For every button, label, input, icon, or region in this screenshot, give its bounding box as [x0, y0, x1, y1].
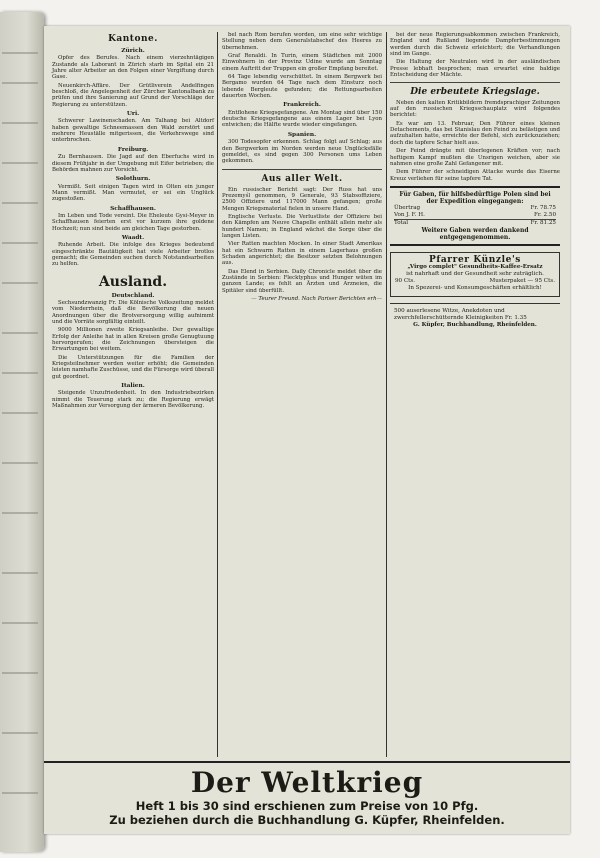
divider [390, 82, 560, 83]
subhead-italien: Italien. [121, 383, 145, 390]
section-title-aus-aller-welt: Aus aller Welt. [261, 173, 343, 184]
continued-line: — Teurer Freund. Nach Pariser Berichten erh— [251, 296, 382, 303]
newspaper-page [44, 26, 570, 834]
subhead-solothurn: Solothurn. [115, 176, 151, 183]
article-paragraph: bel nach Rom berufen worden, um eine sehr wichtige Stellung neben dem Generalstabschef des Heeres zu übernehmen. [222, 32, 382, 51]
article-paragraph: Vier Ratten machten Mocken. In einer Stadt Amerikas hat ein Schwarm Ratten in einem Lagerhaus großen Schaden angerichtet; die Besitzer setzten Belohnungen aus. [222, 241, 382, 267]
ad-text: ist nahrhaft und der Gesundheit sehr zuträglich. [406, 270, 544, 277]
article-paragraph: Das Elend in Serbien. Daily Chronicle meldet über die Zustände in Serbien: Flecktyphus und Hunger wüten im ganzen Lande; es fehlt an Ärzten und Arzneien, die Spitäler sind überfüllt. [222, 268, 382, 294]
subhead-freiburg: Freiburg. [117, 146, 149, 153]
subhead-schaffhausen: Schaffhausen. [110, 205, 156, 212]
donation-heading: Für Gaben, für hilfsbedürftige Polen sind bei der Expedition eingegangen: [399, 190, 551, 205]
banner-line-seller: Zu beziehen durch die Buchhandlung G. Küpfer, Rheinfelden. [109, 813, 505, 827]
donation-row [394, 219, 556, 227]
article-paragraph: Ruhende Arbeit. Die infolge des Krieges bedeutend eingeschränkte Bautätigkeit hat viele Arbeiter brotlos gemacht; die Gemeinden suchen durch Notstandsarbeiten zu helfen. [52, 242, 214, 268]
divider [222, 169, 382, 170]
section-title-ausland: Ausland. [98, 273, 168, 290]
ad-price-right: Musterpaket — 95 Cts. [489, 277, 555, 284]
banner-line-price: Heft 1 bis 30 sind erschienen zum Preise von 10 Pfg. [135, 799, 479, 813]
subhead-deutschland: Deutschland. [111, 292, 155, 299]
article-paragraph: Der Feind drängte mit überlegenen Kräften vor; nach heftigem Kampf mußten die Unsrigen weichen, aber sie nahmen eine große Zahl Gefangener mit. [390, 148, 560, 167]
section-title-kantone: Kantone. [108, 34, 158, 44]
donation-value: Fr. 78.75 [530, 204, 556, 211]
donation-box [390, 186, 560, 246]
ad-subtitle: „Virgo complet" Gesundheits-Kaffee-Ersatz [407, 263, 543, 270]
article-paragraph: Zu Bernhausen. Die Jagd auf den Eberfuchs wird in diesem Frühjahr in der Umgebung mit Eifer betrieben; die Behörden mahnen zur Vorsicht. [52, 154, 214, 173]
subhead-frankreich: Frankreich. [283, 102, 321, 109]
article-paragraph: Es war am 13. Februar, Den Führer eines kleinen Detachements, das bei Stanislau den Feind zu belästigen und aufzuhalten hatte, erreichte der Befehl, sich zurückzuziehen; doch die tapfere Schar hielt aus. [390, 120, 560, 146]
article-paragraph: Opfer des Berufes. Nach einem vierzehntägigen Zustande als Laborant in Zürich starb im Spital ein 21 Jahre alter Arbeiter an den Folgen einer Vergiftung durch Gase. [52, 55, 214, 81]
advertisement-kunzle [390, 252, 560, 297]
ad-text: In Spezerei- und Konsumgeschäften erhältlich! [408, 284, 542, 291]
article-paragraph: Steigende Unzufriedenheit. In den Industriebezirken nimmt die Teuerung stark zu; die Regierung erwägt Maßnahmen zur Versorgung der ärmeren Bevölkerung. [52, 390, 214, 410]
column-3 [390, 32, 560, 333]
donation-value: Fr. 2.50 [534, 211, 556, 218]
banner-title: Der Weltkrieg [190, 766, 424, 799]
subhead-waadt: Waadt. [121, 234, 145, 241]
column-1 [52, 32, 214, 412]
subhead-zurich: Zürich. [121, 48, 145, 54]
subhead-uri: Uri. [126, 111, 140, 118]
article-paragraph: 9000 Millionen zweite Kriegsanleihe. Der gewaltige Erfolg der Anleihe hat in allen Kreisen große Genugtuung hervorgerufen; die Zeichnungen übersteigen die Erwartungen bei weitem. [52, 327, 214, 353]
article-paragraph: Sechsundzwanzig Fr. Die Kölnische Volkszeitung meldet vom Niederrhein, daß die Bevölkerung die neuen Anordnungen über die Brotversorgung willig aufnimmt und die Vorräte sorgfältig einteilt. [52, 300, 214, 326]
weltkrieg-banner [44, 761, 570, 834]
column-rule [386, 32, 387, 757]
article-paragraph: Im Leben und Tode vereint. Die Eheleute Gysi-Meyer in Schaffhausen feierten erst vor kurzem ihre goldene Hochzeit; nun sind beide am gleichen Tage gestorben. [52, 212, 214, 232]
article-paragraph: Graf Renaldi. In Turin, einem Städtchen mit 2000 Einwohnern in der Provinz Udine wurde am Sonntag einem Auftritt der Truppen ein großer Empfang bereitet. [222, 53, 382, 72]
book-binding [0, 12, 44, 852]
donation-label: Übertrag [394, 204, 421, 211]
article-paragraph: 64 Tage lebendig verschüttet. In einem Bergwerk bei Bergamo wurden 64 Tage nach dem Einsturz noch lebende Bergleute gefunden; die Rettungsarbeiten dauerten Wochen. [222, 74, 382, 100]
donation-value: Fr. 81.25 [530, 219, 556, 226]
article-paragraph: Ein russischer Bericht sagt: Der Russ hat uns Prezemyśl genommen, 9 Generale, 93 Stabsoffiziere, 2500 Offiziere und 117000 Mann gefangen; große Mengen Kriegsmaterial fielen in unsere Hand. [222, 186, 382, 212]
article-paragraph: Entflohene Kriegsgefangene. Am Montag sind über 150 deutsche Kriegsgefangene aus einem Lager bei Lyon entwichen; die Hälfte wurde wieder eingefangen. [222, 109, 382, 129]
ad-text: 500 auserlesene Witze, Anekdoten und zwerchfellerschütternde Kleinigkeiten Fr. 1.35 [394, 307, 527, 321]
article-paragraph: Die Unterstützungen für die Familien der Kriegsteilnehmer werden weiter erhöht; die Gemeinden leisten namhafte Zuschüsse, und die Fürsorge wird überall gut geordnet. [52, 354, 214, 380]
article-paragraph: Vermißt. Seit einigen Tagen wird in Olten ein junger Mann vermißt. Man vermutet, er sei ein Unglück zugestoßen. [52, 183, 214, 203]
donation-row [394, 212, 556, 219]
ad-title: Pfarrer Künzle's [429, 254, 521, 265]
article-paragraph: Neben den kalten Kritikbildern fremdsprachiger Zeitungen auf den russischen Kriegsschauplatz wird folgendes berichtet: [390, 99, 560, 119]
article-paragraph: Die Haltung der Neutralen wird in der ausländischen Presse lebhaft besprochen; man erwartet eine baldige Entscheidung der Mächte. [390, 59, 560, 79]
donation-label: Total [394, 219, 409, 226]
advertisement-witze [390, 303, 560, 333]
donation-label: Von J. F. H. [394, 211, 425, 218]
article-paragraph: Neuenkirch-Affäre. Der Grütliverein Andelfingen beschloß, die Angelegenheit der Zürcher Kantonalbank zu prüfen und ihre Sanierung auf Grund der Vorschläge der Regierung zu unterstützen. [52, 82, 214, 108]
ad-publisher: G. Küpfer, Buchhandlung, Rheinfelden. [413, 321, 537, 328]
subhead-spanien: Spanien. [287, 131, 317, 138]
article-paragraph: Dem Führer der schneidigen Attacke wurde das Eiserne Kreuz verliehen für seine tapfere Tat. [390, 169, 560, 182]
article-paragraph: 300 Todesopfer erkennen. Schlag folgt auf Schlag; aus den Bergwerken im Norden werden neue Unglücksfälle gemeldet, es sind gegen 300 Personen ums Leben gekommen. [222, 139, 382, 165]
donation-row [394, 205, 556, 212]
ad-price-row [395, 278, 555, 285]
column-rule [217, 32, 218, 757]
column-2 [222, 32, 382, 303]
section-title-kriegslage: Die erbeutete Kriegslage. [410, 87, 540, 98]
article-paragraph: Englische Verluste. Die Verlustliste der Offiziere bei den Kämpfen am Neuve Chapelle enthält allein mehr als hundert Namen; in England wächst die Sorge über die langen Listen. [222, 213, 382, 239]
ad-price-left: 90 Cts. [395, 277, 416, 284]
donation-footer: Weitere Gaben werden dankend entgegengenommen. [421, 226, 529, 241]
article-paragraph: Schwerer Lawinenschaden. Am Talhang bei Altdorf haben gewaltige Schneemassen den Wald zerstört und mehrere Heuställe mitgerissen, die Verkehrswege sind unterbrochen. [52, 118, 214, 144]
article-paragraph: bei der neue Regierungsabkommen zwischen Frankreich, England und Rußland liegende Dampferbestimmungen werden durch die Schweiz erleichtert; die Verhandlungen sind im Gange. [390, 32, 560, 58]
